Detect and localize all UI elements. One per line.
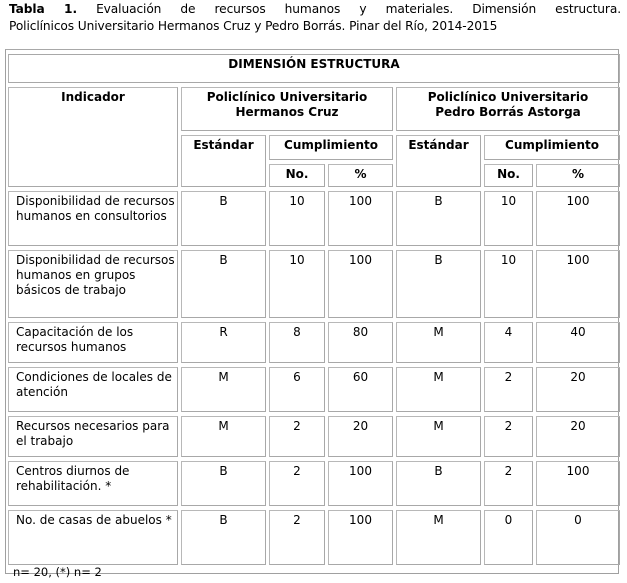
cell-standard-pb: M [396, 416, 481, 457]
table-row [8, 461, 620, 506]
cell-pct-pb: 20 [536, 367, 620, 412]
cell-no-pb: 4 [484, 322, 533, 363]
table-row [8, 322, 620, 363]
table-title: DIMENSIÓN ESTRUCTURA [8, 54, 620, 83]
cell-standard-pb: B [396, 250, 481, 318]
cell-pct-pb: 100 [536, 461, 620, 506]
cell-pct-hc: 60 [328, 367, 393, 412]
cell-no-hc: 6 [269, 367, 325, 412]
cell-pct-hc: 100 [328, 461, 393, 506]
cell-standard-hc: B [181, 250, 266, 318]
cell-indicator: Capacitación de los recursos humanos [8, 322, 178, 363]
cell-pct-pb: 100 [536, 250, 620, 318]
cell-standard-pb: B [396, 461, 481, 506]
table-row [8, 250, 620, 318]
cell-standard-pb: M [396, 367, 481, 412]
header-no-pb: No. [484, 164, 533, 187]
cell-standard-hc: M [181, 367, 266, 412]
header-compliance-pb: Cumplimiento [484, 135, 620, 160]
cell-no-pb: 2 [484, 461, 533, 506]
cell-no-pb: 0 [484, 510, 533, 565]
table-row [8, 416, 620, 457]
cell-indicator: No. de casas de abuelos * [8, 510, 178, 565]
group-name-line1: Policlínico Universitario [427, 90, 589, 104]
structure-table [5, 50, 623, 569]
cell-pct-hc: 100 [328, 191, 393, 246]
cell-indicator: Recursos necesarios para el trabajo [8, 416, 178, 457]
cell-no-hc: 2 [269, 461, 325, 506]
caption-line2: Policlínicos Universitario Hermanos Cruz y Pedro Borrás. Pinar del Río, 2014-2015 [9, 19, 498, 33]
header-pct-hc: % [328, 164, 393, 187]
group-name-line2: Hermanos Cruz [235, 105, 339, 119]
cell-no-hc: 2 [269, 510, 325, 565]
table-row [8, 367, 620, 412]
cell-no-hc: 8 [269, 322, 325, 363]
cell-no-pb: 2 [484, 367, 533, 412]
cell-standard-hc: B [181, 461, 266, 506]
cell-standard-hc: R [181, 322, 266, 363]
cell-standard-hc: M [181, 416, 266, 457]
cell-standard-hc: B [181, 191, 266, 246]
cell-pct-pb: 40 [536, 322, 620, 363]
cell-no-hc: 10 [269, 191, 325, 246]
cell-pct-hc: 20 [328, 416, 393, 457]
cell-indicator: Disponibilidad de recursos humanos en grupos básicos de trabajo [8, 250, 178, 318]
cell-indicator: Condiciones de locales de atención [8, 367, 178, 412]
footnote: n= 20, (*) n= 2 [13, 565, 102, 579]
header-standard-hc: Estándar [181, 135, 266, 187]
cell-no-hc: 10 [269, 250, 325, 318]
cell-standard-pb: B [396, 191, 481, 246]
group-name-line1: Policlínico Universitario [206, 90, 368, 104]
caption-line1: Evaluación de recursos humanos y materiales. Dimensión estructura. [96, 2, 621, 16]
cell-pct-hc: 80 [328, 322, 393, 363]
cell-indicator: Disponibilidad de recursos humanos en consultorios [8, 191, 178, 246]
header-standard-pb: Estándar [396, 135, 481, 187]
group-name-line2: Pedro Borrás Astorga [435, 105, 581, 119]
cell-pct-pb: 100 [536, 191, 620, 246]
cell-standard-hc: B [181, 510, 266, 565]
header-group-pedro-borras [396, 87, 620, 131]
cell-pct-hc: 100 [328, 250, 393, 318]
caption-label: Tabla 1. [9, 2, 77, 16]
header-no-hc: No. [269, 164, 325, 187]
cell-no-hc: 2 [269, 416, 325, 457]
header-group-hermanos-cruz [181, 87, 393, 131]
cell-pct-hc: 100 [328, 510, 393, 565]
header-compliance-hc: Cumplimiento [269, 135, 393, 160]
cell-no-pb: 10 [484, 250, 533, 318]
cell-pct-pb: 0 [536, 510, 620, 565]
cell-pct-pb: 20 [536, 416, 620, 457]
table-caption [9, 1, 621, 35]
table-row [8, 510, 620, 565]
cell-indicator: Centros diurnos de rehabilitación. * [8, 461, 178, 506]
cell-no-pb: 2 [484, 416, 533, 457]
cell-standard-pb: M [396, 322, 481, 363]
cell-no-pb: 10 [484, 191, 533, 246]
header-indicator: Indicador [8, 87, 178, 187]
table-row [8, 191, 620, 246]
header-pct-pb: % [536, 164, 620, 187]
cell-standard-pb: M [396, 510, 481, 565]
